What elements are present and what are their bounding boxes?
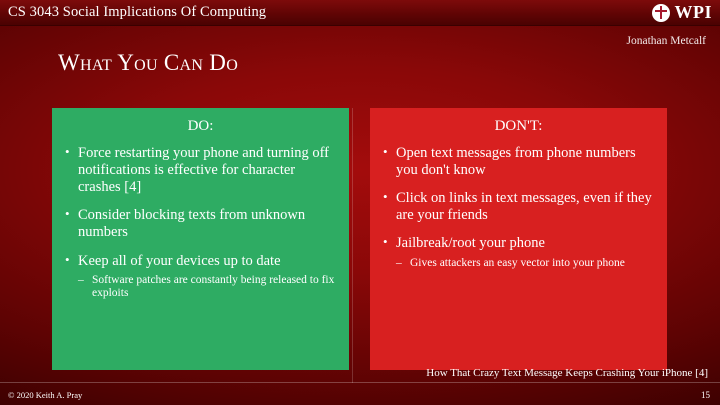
bullet-text: • Consider blocking texts from unknown numbers <box>78 207 306 241</box>
bullet-text: • Click on links in text messages, even if they are your friends <box>396 190 652 224</box>
bullet-text: • Keep all of your devices up to date <box>78 252 281 269</box>
list-item <box>382 235 655 270</box>
dont-sub-list <box>396 257 655 271</box>
course-title: CS 3043 Social Implications Of Computing <box>8 4 267 20</box>
wpi-logo <box>652 2 713 23</box>
page-number: 15 <box>701 390 710 400</box>
author-name: Jonathan Metcalf <box>626 35 706 47</box>
column-divider <box>352 108 353 383</box>
list-item <box>382 190 655 224</box>
list-item <box>64 253 337 302</box>
do-sub-list <box>78 274 337 302</box>
dont-panel <box>370 108 667 370</box>
list-item <box>382 145 655 179</box>
dont-panel-heading: DON'T: <box>494 118 543 134</box>
list-item <box>64 207 337 241</box>
do-bullet-list <box>64 145 337 301</box>
do-panel <box>52 108 349 370</box>
wpi-seal-icon <box>652 4 670 22</box>
footer-divider <box>0 382 720 383</box>
bullet-text: • Open text messages from phone numbers you don't know <box>396 145 636 179</box>
wpi-logo-text: WPI <box>674 2 712 22</box>
copyright-text: © 2020 Keith A. Pray <box>8 390 83 400</box>
bullet-text: • Force restarting your phone and turning off notifications is effective for character crashes [4] <box>78 145 330 196</box>
sub-list-item: – Software patches are constantly being released to fix exploits <box>78 274 337 302</box>
do-panel-heading: DO: <box>187 118 214 134</box>
source-note: How That Crazy Text Message Keeps Crashing Your iPhone [4] <box>426 367 708 379</box>
sub-list-item: – Gives attackers an easy vector into your phone <box>396 257 655 271</box>
header-bar <box>0 0 720 26</box>
list-item <box>64 145 337 196</box>
bullet-text: • Jailbreak/root your phone <box>396 235 545 252</box>
dont-bullet-list <box>382 145 655 270</box>
page-title: What You Can Do <box>58 50 239 75</box>
